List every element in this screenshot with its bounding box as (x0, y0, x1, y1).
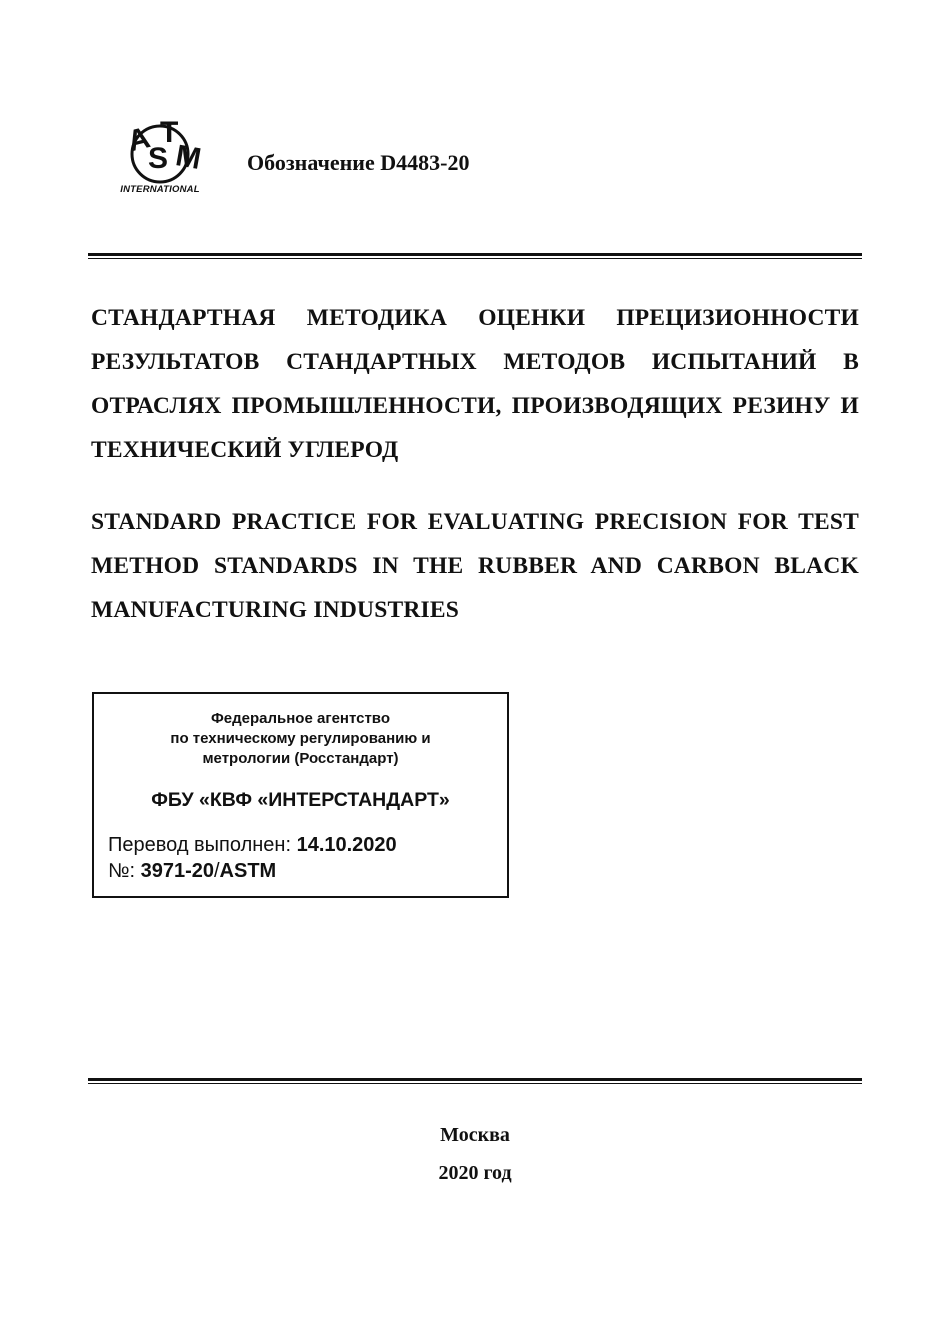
publication-year: 2020 год (438, 1162, 512, 1184)
astm-logo (112, 120, 208, 202)
agency-line: Федеральное агентство (210, 710, 390, 727)
translation-label: Перевод выполнен: (108, 834, 297, 856)
title-english: STANDARD PRACTICE FOR EVALUATING PRECISION FOR TEST METHOD STANDARDS IN THE RUBBER AND CARBON BLACK MANUFACTURING INDUSTRIES (91, 509, 859, 623)
bottom-divider (88, 1078, 862, 1084)
number-label: №: (108, 860, 141, 882)
translation-date: 14.10.2020 (296, 834, 397, 856)
svg-text:S: S (148, 142, 169, 175)
title-russian: СТАНДАРТНАЯ МЕТОДИКА ОЦЕНКИ ПРЕЦИЗИОННОСТИ РЕЗУЛЬТАТОВ СТАНДАРТНЫХ МЕТОДОВ ИСПЫТАНИЙ В ОТРАСЛЯХ ПРОМЫШЛЕННОСТИ, ПРОИЗВОДЯЩИХ РЕЗИНУ И ТЕХНИЧЕСКИЙ УГЛЕРОД (91, 305, 859, 463)
translation-date-line (108, 834, 397, 857)
stamp-organization: ФБУ «КВФ «ИНТЕРСТАНДАРТ» (151, 789, 450, 811)
agency-line: по техническому регулированию и (170, 730, 431, 747)
svg-text:T: T (160, 120, 179, 149)
agency-line: метрологии (Росстандарт) (202, 750, 399, 767)
logo-subtext: INTERNATIONAL (120, 184, 200, 195)
publication-city: Москва (440, 1124, 510, 1146)
astm-emblem-icon (112, 120, 208, 184)
number-slash: / (213, 860, 220, 882)
svg-text:M: M (173, 139, 204, 177)
stamp-agency (94, 709, 507, 769)
document-designation: Обозначение D4483-20 (247, 150, 470, 175)
top-divider (88, 253, 862, 259)
translation-stamp (92, 692, 509, 898)
svg-text:A: A (124, 121, 154, 159)
registration-number-line (108, 860, 276, 883)
number-suffix: ASTM (219, 860, 277, 882)
number-value: 3971-20 (140, 860, 214, 882)
